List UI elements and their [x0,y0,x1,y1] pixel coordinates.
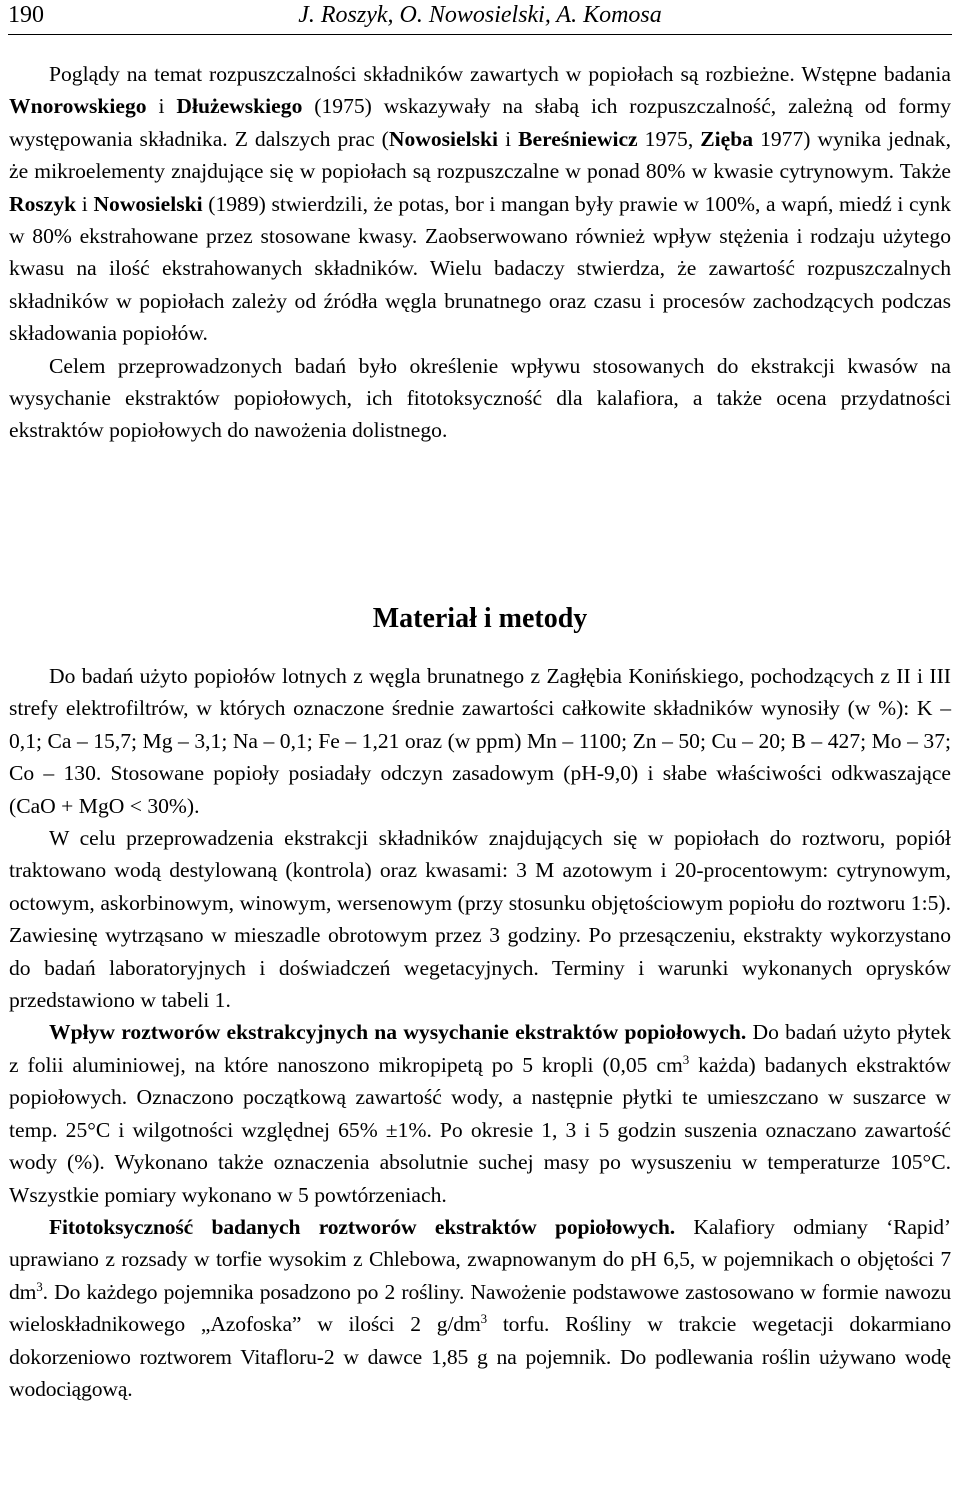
citation-author: Roszyk [9,191,77,216]
methods-paragraph-1: Do badań użyto popiołów lotnych z węgla brunatnego z Zagłębia Konińskiego, pochodzących z II i III strefy elektrofiltrów, w których oznaczone średnie zawartości całkowite składników wynosiły (w %): K – 0,1; Ca – 15,7; Mg – 3,1; Na – 0,1; Fe – 1,21 oraz (w ppm) Mn – 1100; Zn – 50; Cu – 20; B – 427; Mo – 37; Co – 130. Stosowane popioły posiadały odczyn zasadowym (pH-9,0) i słabe właściwości odkwaszające (CaO + MgO < 30%). [9,664,951,818]
page-header [8,0,952,35]
citation-author: Dłużewskiego [176,94,303,119]
text-run: i [498,126,519,151]
methods-paragraph-4 [9,1211,951,1405]
text-run: 1975, [637,126,701,151]
citation-author: Nowosielski [388,126,499,151]
text-run: (1989) stwierdzili, że potas, bor i mangan były prawie w 100%, a wapń, miedź i cynk w 80% ekstrahowane przez stosowane kwasy. Zaobserwowano również wpływ stężenia i rodzaju użytego kwasu na ilość ekstrahowanych składników. Wielu badaczy stwierdza, że zawartość rozpuszczalnych składników w popiołach zależy od źródła węgla brunatnego oraz czasu i procesów zachodzących podczas składowania popiołów. [9,191,951,346]
text-run: Poglądy na temat rozpuszczalności składników zawartych w popiołach są rozbieżne. Wstępne badania [49,62,951,86]
section-title: Materiał i metody [372,603,588,635]
text-run: Kalafiory odmiany ‘Rapid’ uprawiano z rozsady w torfie wysokim z Chlebowa, zwapnowanym do pH 6,5, w pojemnikach o objętości 7 dm [9,1214,951,1304]
methods-paragraph-2: W celu przeprowadzenia ekstrakcji składników znajdujących się w popiołach do roztworu, popiół traktowano wodą destylowaną (kontrola) oraz kwasami: 3 M azotowym i 20-procentowym: cytrynowym, octowym, askorbinowym, winowym, wersenowym (przy stosunku objętościowym popiołu do roztworu 1:5). Zawiesinę wytrząsano w mieszadle obrotowym przez 3 godziny. Po przesączeniu, ekstrakty wykorzystano do badań laboratoryjnych i doświadczeń wegetacyjnych. Terminy i warunki wykonanych oprysków przedstawiono w tabeli 1. [9,826,951,1013]
text-run: każda) badanych ekstraktów popiołowych. Oznaczono początkową zawartość wody, a następnie płytki te umieszczano w suszarce w temp. 25°C i wilgotności względnej 65% ±1%. Po okresie 1, 3 i 5 godzin suszenia oznaczano zawartość wody (%). Wykonano także oznaczenia absolutnie suchej masy po wysuszeniu w temperaturze 105°C. Wszystkie pomiary wykonano w 5 powtórzeniach. [9,1052,952,1207]
text-run: (1975) wskazywały na słabą ich rozpuszczalność, zależną od formy występowania składnika. Z dalszych prac ( [9,94,951,151]
text-run: i [76,191,94,216]
citation-author: Bereśniewicz [518,126,638,151]
introduction [9,58,951,447]
text-run: . Do każdego pojemnika posadzono po 2 rośliny. Nawożenie podstawowe zastosowano w formie nawozu wieloskładnikowego „Azofoska” w ilości 2 g/dm [9,1279,951,1337]
intro-paragraph-2: Celem przeprowadzonych badań było określenie wpływu stosowanych do ekstrakcji kwasów na wysychanie ekstraktów popiołowych, ich fitotoksyczność dla kalafiora, a także ocena przydatności ekstraktów popiołowych do nawożenia dolistnego. [9,353,951,443]
text-run: 1977) wynika jednak, że mikroelementy znajdujące się w popiołach są rozpuszczalne w ponad 80% w kwasie cytrynowym. Także [9,126,952,184]
methods-paragraph-3 [9,1016,951,1210]
citation-author: Wnorowskiego [9,94,147,119]
superscript: 3 [682,1051,690,1067]
text-run: torfu. Rośliny w trakcie wegetacji dokarmiano dokorzeniowo roztworem Vitafloru-2 w dawce 1,85 g na pojemnik. Do podlewania roślin używano wodę wodociągową. [9,1312,951,1401]
citation-author: Zięba [700,126,754,151]
superscript: 3 [36,1278,43,1294]
text-run: i [146,94,177,119]
page-number: 190 [8,2,44,28]
intro-paragraph-1 [9,58,951,350]
citation-author: Nowosielski [93,191,203,216]
run-in-heading: Wpływ roztworów ekstrakcyjnych na wysychanie ekstraktów popiołowych. [49,1020,747,1045]
methods-section [9,660,951,1405]
text-run: Do badań użyto płytek z folii aluminiowej, na które nanoszono mikropipetą po 5 kropli (0,05 cm [9,1020,951,1077]
run-in-heading: Fitotoksyczność badanych roztworów ekstraktów popiołowych. [49,1214,675,1239]
superscript: 3 [480,1311,487,1327]
running-head-authors: J. Roszyk, O. Nowosielski, A. Komosa [298,2,662,28]
